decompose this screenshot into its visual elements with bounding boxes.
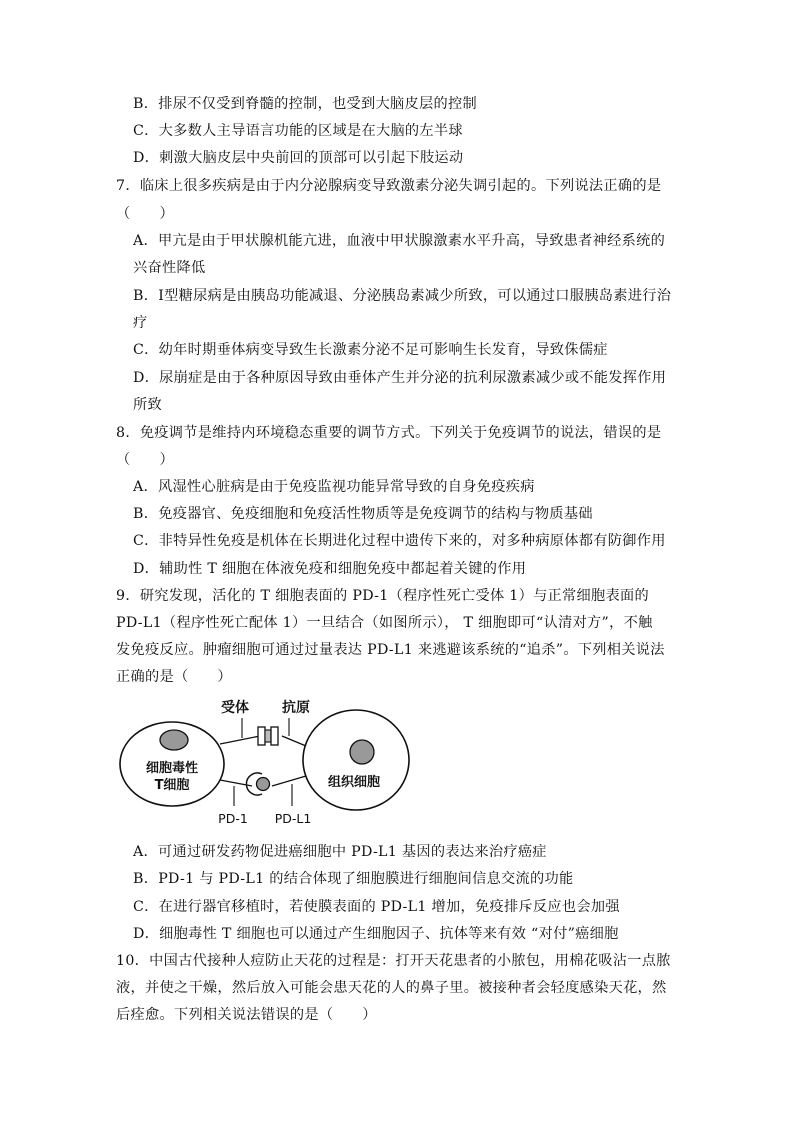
text-line: 8．免疫调节是维持内环境稳态重要的调节方式。下列关于免疫调节的说法，错误的是	[116, 425, 662, 441]
antigen-label: 抗原	[282, 700, 310, 716]
text-line: PD-L1（程序性死亡配体 1）一旦结合（如图所示）， T 细胞即可“认清对方”，不触	[116, 615, 653, 631]
text-line: 后痊愈。下列相关说法错误的是（ ）	[116, 1007, 377, 1023]
text-line: （ ）	[116, 452, 174, 468]
text-line: D．细胞毒性 T 细胞也可以通过产生细胞因子、抗体等来有效 “对付”癌细胞	[133, 926, 619, 942]
text-line: C．非特异性免疫是机体在长期进化过程中遗传下来的，对多种病原体都有防御作用	[133, 533, 666, 549]
text-line: 液，并使之干燥，然后放入可能会患天花的人的鼻子里。被接种者会轻度感染天花，然	[116, 980, 667, 996]
text-line: 兴奋性降低	[133, 260, 206, 276]
text-line: A．甲亢是由于甲状腺机能亢进，血液中甲状腺激素水平升高，导致患者神经系统的	[133, 233, 666, 249]
pdl1-label: PD-L1	[274, 811, 312, 826]
text-line: A．风湿性心脏病是由于免疫监视功能异常导致的自身免疫疾病	[133, 479, 535, 495]
text-line: D．尿崩症是由于各种原因导致由垂体产生并分泌的抗利尿激素减少或不能发挥作用	[133, 370, 667, 386]
pd1-pdl1-complex	[246, 773, 269, 795]
receptor-label: 受体	[221, 700, 249, 716]
text-line: B．PD-1 与 PD-L1 的结合体现了细胞膜进行细胞间信息交流的功能	[133, 871, 574, 887]
text-line: B．I型糖尿病是由胰岛功能减退、分泌胰岛素减少所致，可以通过口服胰岛素进行治	[133, 288, 672, 304]
text-line: C．幼年时期垂体病变导致生长激素分泌不足可影响生长发育，导致侏儒症	[133, 342, 608, 358]
text-line: 正确的是（ ）	[116, 669, 232, 685]
pd1-pdl1-diagram	[116, 694, 416, 834]
pd1-label: PD-1	[218, 811, 248, 826]
text-line: D．刺激大脑皮层中央前回的顶部可以引起下肢运动	[133, 150, 464, 166]
text-line: D．辅助性 T 细胞在体液免疫和细胞免疫中都起着关键的作用	[133, 561, 527, 577]
text-line: 9．研究发现，活化的 T 细胞表面的 PD-1（程序性死亡受体 1）与正常细胞表面的	[116, 588, 649, 604]
text-line: 疗	[133, 315, 148, 331]
text-line: B．免疫器官、免疫细胞和免疫活性物质等是免疫调节的结构与物质基础	[133, 506, 593, 522]
text-line: C．大多数人主导语言功能的区域是在大脑的左半球	[133, 123, 463, 139]
t-cell-nucleus	[160, 730, 188, 750]
text-line: 10．中国古代接种人痘防止天花的过程是：打开天花患者的小脓包，用棉花吸沾一点脓	[116, 953, 671, 969]
t-cell-label-line2: T细胞	[154, 778, 190, 793]
text-line: A．可通过研发药物促进癌细胞中 PD-L1 基因的表达来治疗癌症	[133, 844, 547, 860]
text-line: 7．临床上很多疾病是由于内分泌腺病变导致激素分泌失调引起的。下列说法正确的是	[116, 178, 662, 194]
text-line: 所致	[133, 397, 162, 413]
tissue-cell-nucleus	[350, 740, 374, 764]
tissue-cell-label: 组织细胞	[327, 775, 381, 790]
text-line: 发免疫反应。肿瘤细胞可通过过量表达 PD-L1 来逃避该系统的“追杀”。下列相关说法	[116, 642, 665, 658]
text-line: B．排尿不仅受到脊髓的控制，也受到大脑皮层的控制	[133, 96, 477, 112]
text-line: C．在进行器官移植时，若使膜表面的 PD-L1 增加，免疫排斥反应也会加强	[133, 899, 620, 915]
receptor-antigen-complex	[258, 727, 278, 745]
text-line: （ ）	[116, 206, 174, 222]
t-cell-label-line1: 细胞毒性	[145, 761, 199, 776]
